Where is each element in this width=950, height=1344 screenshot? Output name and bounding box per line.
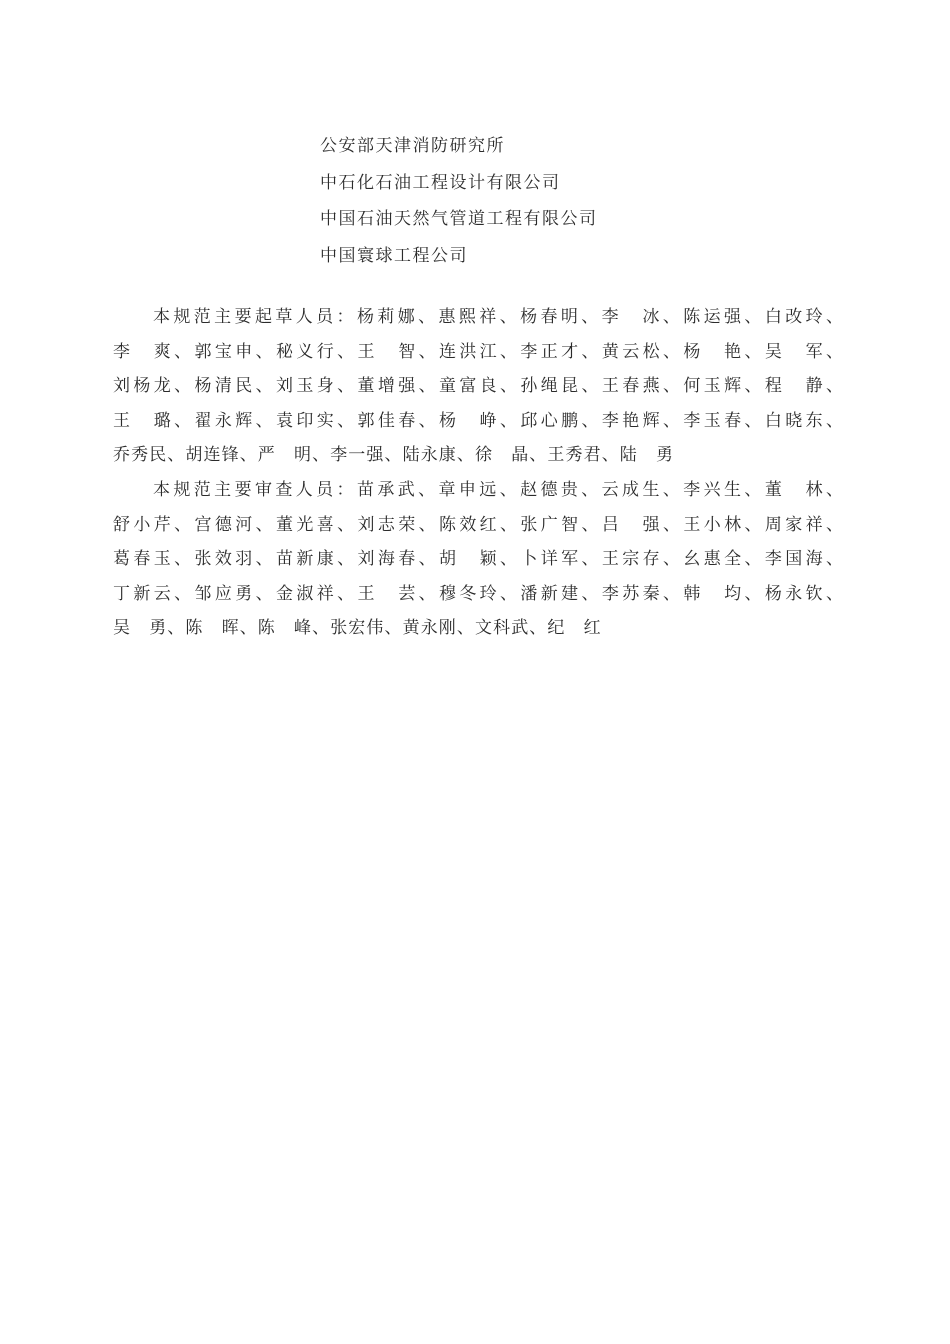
organization-name: 公安部天津消防研究所 xyxy=(320,136,505,156)
drafters-line: 本规范主要起草人员：杨莉娜、惠熙祥、杨春明、李 冰、陈运强、白改玲、 xyxy=(153,307,843,327)
drafters-line: 李 爽、郭宝申、秘义行、王 智、连洪江、李正才、黄云松、杨 艳、吴 军、 xyxy=(113,341,843,362)
reviewers-line: 丁新云、邹应勇、金淑祥、王 芸、穆冬玲、潘新建、李苏秦、韩 均、杨永钦、 xyxy=(113,583,843,604)
reviewers-line: 舒小芹、宫德河、董光喜、刘志荣、陈效红、张广智、吕 强、王小林、周家祥、 xyxy=(113,514,843,535)
organization-name: 中石化石油工程设计有限公司 xyxy=(320,172,561,193)
participating-organizations-list xyxy=(320,128,598,274)
personnel-roster xyxy=(113,300,843,646)
drafters-line: 乔秀民、胡连锋、严 明、李一强、陆永康、徐 晶、王秀君、陆 勇 xyxy=(113,445,675,466)
reviewers-paragraph xyxy=(113,473,843,646)
organization-name: 中国寰球工程公司 xyxy=(320,245,468,266)
organization-name: 中国石油天然气管道工程有限公司 xyxy=(320,209,598,229)
drafters-line: 王 璐、翟永辉、袁印实、郭佳春、杨 峥、邱心鹏、李艳辉、李玉春、白晓东、 xyxy=(113,410,843,431)
drafters-line: 刘杨龙、杨清民、刘玉身、董增强、童富良、孙绳昆、王春燕、何玉辉、程 静、 xyxy=(113,376,843,397)
reviewers-line: 葛春玉、张效羽、苗新康、刘海春、胡 颖、卜详军、王宗存、幺惠全、李国海、 xyxy=(113,549,843,570)
reviewers-line: 吴 勇、陈 晖、陈 峰、张宏伟、黄永刚、文科武、纪 红 xyxy=(113,618,602,639)
reviewers-line: 本规范主要审查人员：苗承武、章申远、赵德贵、云成生、李兴生、董 林、 xyxy=(153,479,843,500)
drafters-paragraph xyxy=(113,300,843,473)
